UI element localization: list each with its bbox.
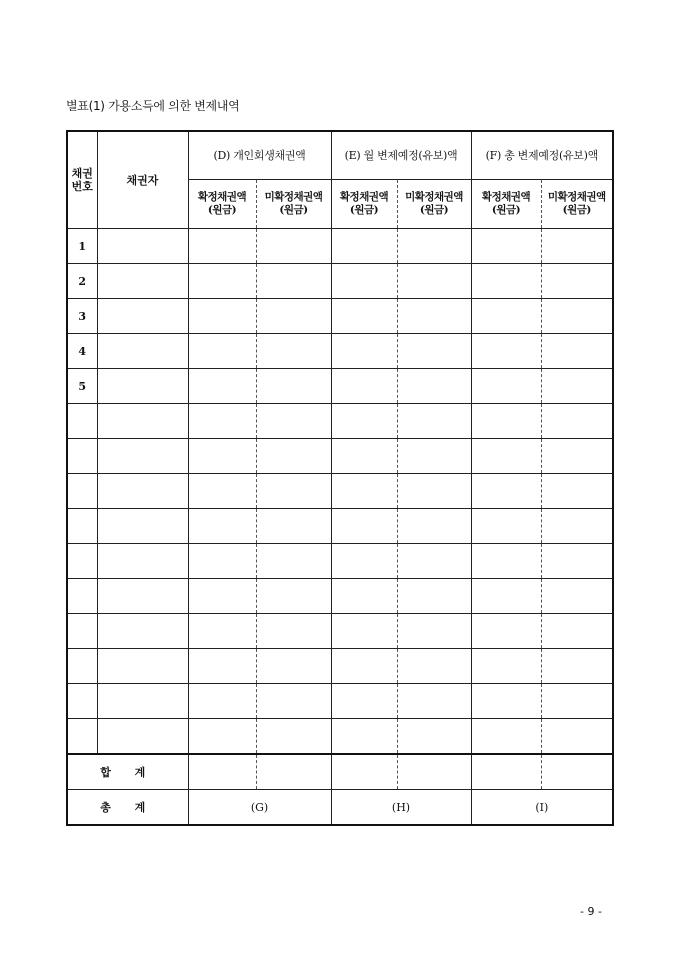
e-confirmed-header (331, 180, 397, 229)
repayment-table (66, 130, 614, 826)
e-unconfirmed-cell[interactable] (397, 579, 471, 614)
d-confirmed-cell[interactable] (188, 509, 256, 544)
d-confirmed-cell[interactable] (188, 719, 256, 755)
creditor-no-cell (67, 649, 97, 684)
d-unconfirmed-cell[interactable] (256, 369, 331, 404)
e-confirmed-cell[interactable] (331, 299, 397, 334)
e-unconfirmed-header (397, 180, 471, 229)
f-unconfirmed-cell[interactable] (541, 334, 613, 369)
creditor-no-cell (67, 579, 97, 614)
creditor-no-cell (67, 544, 97, 579)
f-confirmed-label: 확정채권액 (481, 191, 531, 203)
f-confirmed-cell[interactable] (471, 334, 541, 369)
e-unconfirmed-cell[interactable] (397, 684, 471, 719)
d-confirmed-cell[interactable] (188, 579, 256, 614)
d-unconfirmed-cell[interactable] (256, 579, 331, 614)
f-confirmed-cell[interactable] (471, 614, 541, 649)
e-unconfirmed-cell[interactable] (397, 229, 471, 264)
table-row (67, 439, 613, 474)
f-confirmed-cell[interactable] (471, 719, 541, 755)
sum-e-confirmed-cell[interactable] (331, 754, 397, 790)
table-row (67, 649, 613, 684)
f-unconfirmed-cell[interactable] (541, 264, 613, 299)
f-confirmed-cell[interactable] (471, 404, 541, 439)
table-row (67, 264, 613, 299)
creditor-no-cell (67, 614, 97, 649)
e-confirmed-cell[interactable] (331, 334, 397, 369)
e-confirmed-cell[interactable] (331, 229, 397, 264)
d-confirmed-cell[interactable] (188, 229, 256, 264)
d-unconfirmed-cell[interactable] (256, 404, 331, 439)
creditor-no-cell (67, 719, 97, 755)
d-unconfirmed-cell[interactable] (256, 614, 331, 649)
f-confirmed-cell[interactable] (471, 299, 541, 334)
f-unconfirmed-cell[interactable] (541, 614, 613, 649)
table-row (67, 579, 613, 614)
sum-f-confirmed-cell[interactable] (471, 754, 541, 790)
creditor-no-cell: 3 (67, 299, 97, 334)
e-unconfirmed-cell[interactable] (397, 404, 471, 439)
e-confirmed-cell[interactable] (331, 614, 397, 649)
d-confirmed-header (188, 180, 256, 229)
sum-d-unconfirmed-cell[interactable] (256, 754, 331, 790)
d-unconfirmed-cell[interactable] (256, 509, 331, 544)
creditor-no-cell: 4 (67, 334, 97, 369)
f-unconfirmed-cell[interactable] (541, 229, 613, 264)
creditor-cell[interactable] (97, 264, 188, 299)
e-confirmed-cell[interactable] (331, 474, 397, 509)
e-confirmed-principal: (원금) (349, 204, 379, 216)
creditor-header: 채권자 (97, 131, 188, 229)
creditor-no-cell (67, 404, 97, 439)
table-row (67, 334, 613, 369)
creditor-cell[interactable] (97, 614, 188, 649)
creditor-no-cell: 1 (67, 229, 97, 264)
table-row (67, 299, 613, 334)
d-confirmed-cell[interactable] (188, 299, 256, 334)
d-unconfirmed-cell[interactable] (256, 229, 331, 264)
table-row (67, 614, 613, 649)
creditor-no-header-line2: 번호 (71, 180, 93, 193)
f-unconfirmed-header (541, 180, 613, 229)
e-confirmed-cell[interactable] (331, 684, 397, 719)
d-unconfirmed-cell[interactable] (256, 264, 331, 299)
creditor-cell[interactable] (97, 544, 188, 579)
f-unconfirmed-cell[interactable] (541, 369, 613, 404)
group-f-header: (F) 총 변제예정(유보)액 (471, 131, 613, 180)
creditor-cell[interactable] (97, 579, 188, 614)
d-unconfirmed-cell[interactable] (256, 299, 331, 334)
d-unconfirmed-principal: (원금) (279, 204, 308, 216)
table-row (67, 404, 613, 439)
sum-label: 합 계 (67, 754, 188, 790)
d-unconfirmed-cell[interactable] (256, 649, 331, 684)
f-unconfirmed-label: 미확정채권액 (547, 191, 606, 203)
f-confirmed-cell[interactable] (471, 544, 541, 579)
f-confirmed-cell[interactable] (471, 264, 541, 299)
d-confirmed-label: 확정채권액 (197, 191, 247, 203)
d-unconfirmed-cell[interactable] (256, 474, 331, 509)
e-unconfirmed-cell[interactable] (397, 544, 471, 579)
d-confirmed-cell[interactable] (188, 684, 256, 719)
e-confirmed-cell[interactable] (331, 264, 397, 299)
e-confirmed-cell[interactable] (331, 439, 397, 474)
total-label: 총 계 (67, 790, 188, 826)
table-row (67, 369, 613, 404)
d-unconfirmed-header (256, 180, 331, 229)
creditor-no-cell (67, 684, 97, 719)
sum-e-unconfirmed-cell[interactable] (397, 754, 471, 790)
f-unconfirmed-cell[interactable] (541, 719, 613, 755)
e-unconfirmed-cell[interactable] (397, 509, 471, 544)
f-confirmed-cell[interactable] (471, 684, 541, 719)
table-row (67, 474, 613, 509)
e-unconfirmed-cell[interactable] (397, 439, 471, 474)
creditor-no-header-line1: 채권 (71, 167, 93, 180)
f-confirmed-cell[interactable] (471, 439, 541, 474)
f-confirmed-cell[interactable] (471, 649, 541, 684)
table-row (67, 544, 613, 579)
creditor-no-cell (67, 509, 97, 544)
creditor-cell[interactable] (97, 649, 188, 684)
creditor-cell[interactable] (97, 439, 188, 474)
f-unconfirmed-cell[interactable] (541, 474, 613, 509)
total-g-cell[interactable]: (G) (188, 790, 331, 826)
d-confirmed-cell[interactable] (188, 369, 256, 404)
d-confirmed-cell[interactable] (188, 614, 256, 649)
d-confirmed-principal: (원금) (207, 204, 237, 216)
creditor-no-cell: 2 (67, 264, 97, 299)
document-title: 별표(1) 가용소득에 의한 변제내역 (66, 99, 240, 113)
sum-f-unconfirmed-cell[interactable] (541, 754, 613, 790)
f-unconfirmed-cell[interactable] (541, 299, 613, 334)
e-confirmed-cell[interactable] (331, 719, 397, 755)
f-unconfirmed-cell[interactable] (541, 544, 613, 579)
e-unconfirmed-cell[interactable] (397, 369, 471, 404)
table-row (67, 684, 613, 719)
creditor-cell[interactable] (97, 684, 188, 719)
e-unconfirmed-cell[interactable] (397, 614, 471, 649)
d-confirmed-cell[interactable] (188, 404, 256, 439)
d-unconfirmed-label: 미확정채권액 (264, 191, 323, 203)
f-unconfirmed-cell[interactable] (541, 649, 613, 684)
e-confirmed-cell[interactable] (331, 404, 397, 439)
d-unconfirmed-cell[interactable] (256, 719, 331, 755)
e-unconfirmed-cell[interactable] (397, 649, 471, 684)
f-confirmed-cell[interactable] (471, 369, 541, 404)
creditor-no-header (67, 131, 97, 229)
creditor-no-cell (67, 474, 97, 509)
creditor-cell[interactable] (97, 719, 188, 755)
table-row (67, 719, 613, 755)
e-unconfirmed-principal: (원금) (419, 204, 449, 216)
f-unconfirmed-cell[interactable] (541, 509, 613, 544)
creditor-cell[interactable] (97, 369, 188, 404)
d-confirmed-cell[interactable] (188, 474, 256, 509)
d-confirmed-cell[interactable] (188, 264, 256, 299)
f-unconfirmed-cell[interactable] (541, 404, 613, 439)
e-confirmed-label: 확정채권액 (339, 191, 389, 203)
f-confirmed-cell[interactable] (471, 509, 541, 544)
page-number: - 9 - (580, 905, 602, 918)
creditor-cell[interactable] (97, 404, 188, 439)
f-unconfirmed-cell[interactable] (541, 579, 613, 614)
creditor-no-cell (67, 439, 97, 474)
d-unconfirmed-cell[interactable] (256, 684, 331, 719)
creditor-cell[interactable] (97, 229, 188, 264)
table-row (67, 229, 613, 264)
table-row (67, 509, 613, 544)
d-confirmed-cell[interactable] (188, 544, 256, 579)
e-confirmed-cell[interactable] (331, 544, 397, 579)
total-h-cell[interactable]: (H) (331, 790, 471, 826)
f-unconfirmed-cell[interactable] (541, 684, 613, 719)
creditor-cell[interactable] (97, 334, 188, 369)
e-unconfirmed-cell[interactable] (397, 474, 471, 509)
f-confirmed-cell[interactable] (471, 474, 541, 509)
e-unconfirmed-cell[interactable] (397, 719, 471, 755)
f-confirmed-cell[interactable] (471, 579, 541, 614)
e-unconfirmed-label: 미확정채권액 (405, 191, 463, 203)
f-confirmed-principal: (원금) (491, 204, 521, 216)
e-confirmed-cell[interactable] (331, 579, 397, 614)
e-confirmed-cell[interactable] (331, 649, 397, 684)
creditor-cell[interactable] (97, 474, 188, 509)
creditor-no-cell: 5 (67, 369, 97, 404)
d-unconfirmed-cell[interactable] (256, 439, 331, 474)
d-unconfirmed-cell[interactable] (256, 334, 331, 369)
e-unconfirmed-cell[interactable] (397, 264, 471, 299)
total-i-cell[interactable]: (I) (471, 790, 613, 826)
d-confirmed-cell[interactable] (188, 334, 256, 369)
e-unconfirmed-cell[interactable] (397, 299, 471, 334)
creditor-cell[interactable] (97, 299, 188, 334)
f-unconfirmed-principal: (원금) (562, 204, 591, 216)
f-confirmed-cell[interactable] (471, 229, 541, 264)
group-e-header: (E) 월 변제예정(유보)액 (331, 131, 471, 180)
f-unconfirmed-cell[interactable] (541, 439, 613, 474)
d-unconfirmed-cell[interactable] (256, 544, 331, 579)
sum-d-confirmed-cell[interactable] (188, 754, 256, 790)
creditor-cell[interactable] (97, 509, 188, 544)
f-confirmed-header (471, 180, 541, 229)
d-confirmed-cell[interactable] (188, 439, 256, 474)
d-confirmed-cell[interactable] (188, 649, 256, 684)
e-confirmed-cell[interactable] (331, 369, 397, 404)
group-d-header: (D) 개인회생채권액 (188, 131, 331, 180)
e-confirmed-cell[interactable] (331, 509, 397, 544)
e-unconfirmed-cell[interactable] (397, 334, 471, 369)
